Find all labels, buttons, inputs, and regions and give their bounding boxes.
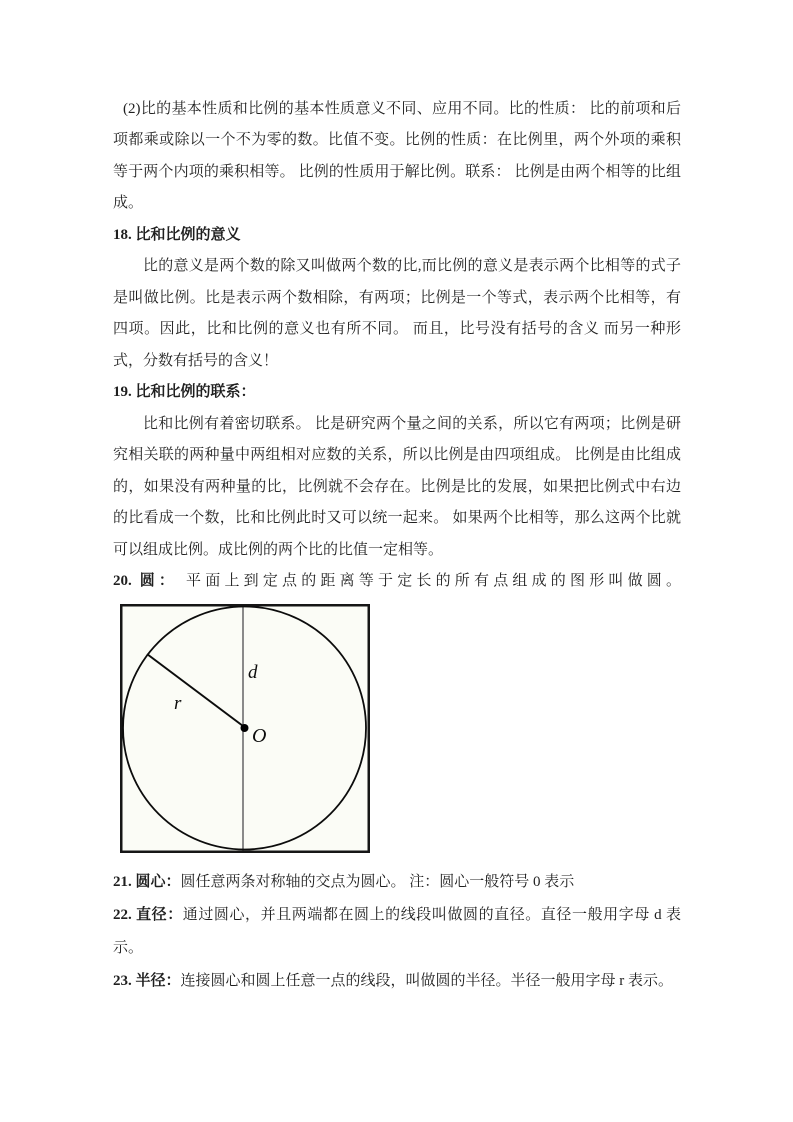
center-dot <box>241 724 249 732</box>
para-19-body: 比和比例有着密切联系。 比是研究两个量之间的关系，所以它有两项；比例是研究相关联的两种量中两组相对应数的关系，所以比例是由四项组成。 比例是由比组成的，如果没有两种量的比，比例就不会存在。比例是比的发展，如果把比例式中右边的比看成一个数，比和比例此时又可以统一起来。 如果两个比相等，那么这两个比就可以组成比例。成比例的两个比的比值一定相等。 <box>113 415 681 558</box>
heading-19-relation-of-ratio-and-proportion: 19. 比和比例的联系： <box>113 384 256 401</box>
para-21-circle-center <box>113 866 681 899</box>
center-label: O <box>252 725 267 747</box>
sec20-label: 20. 圆： <box>113 573 179 590</box>
sec23-body: 连接圆心和圆上任意一点的线段，叫做圆的半径。半径一般用字母 r 表示。 <box>180 972 674 989</box>
para-23-radius <box>113 965 681 998</box>
circle-diagram <box>120 604 370 853</box>
para-ratio-vs-proportion-properties: (2)比的基本性质和比例的基本性质意义不同、应用不同。比的性质： 比的前项和后项都乘或除以一个不为零的数。比值不变。比例的性质：在比例里，两个外项的乘积等于两个内项的乘积相等。 比例的性质用于解比例。联系： 比例是由两个相等的比组成。 <box>113 100 681 212</box>
para-20-circle-definition <box>113 566 681 598</box>
sec23-label: 23. 半径： <box>113 972 181 989</box>
sec22-body: 通过圆心，并且两端都在圆上的线段叫做圆的直径。直径一般用字母 d 表示。 <box>113 906 681 956</box>
para-22-diameter <box>113 899 681 965</box>
sec21-label: 21. 圆心： <box>113 873 181 890</box>
sec21-body: 圆任意两条对称轴的交点为圆心。 注：圆心一般符号 0 表示 <box>180 873 575 890</box>
heading-18-meaning-of-ratio-and-proportion: 18. 比和比例的意义 <box>113 226 241 243</box>
diameter-label: d <box>248 662 258 683</box>
sec20-body: 平面上到定点的距离等于定长的所有点组成的图形叫做圆。 <box>186 573 681 590</box>
sec22-label: 22. 直径： <box>113 906 183 923</box>
para-18-body: 比的意义是两个数的除又叫做两个数的比,而比例的意义是表示两个比相等的式子是叫做比例。比是表示两个数相除，有两项；比例是一个等式，表示两个比相等，有四项。因此，比和比例的意义也有所不同。 而且，比号没有括号的含义 而另一种形式，分数有括号的含义！ <box>113 258 681 369</box>
radius-label: r <box>174 693 182 714</box>
